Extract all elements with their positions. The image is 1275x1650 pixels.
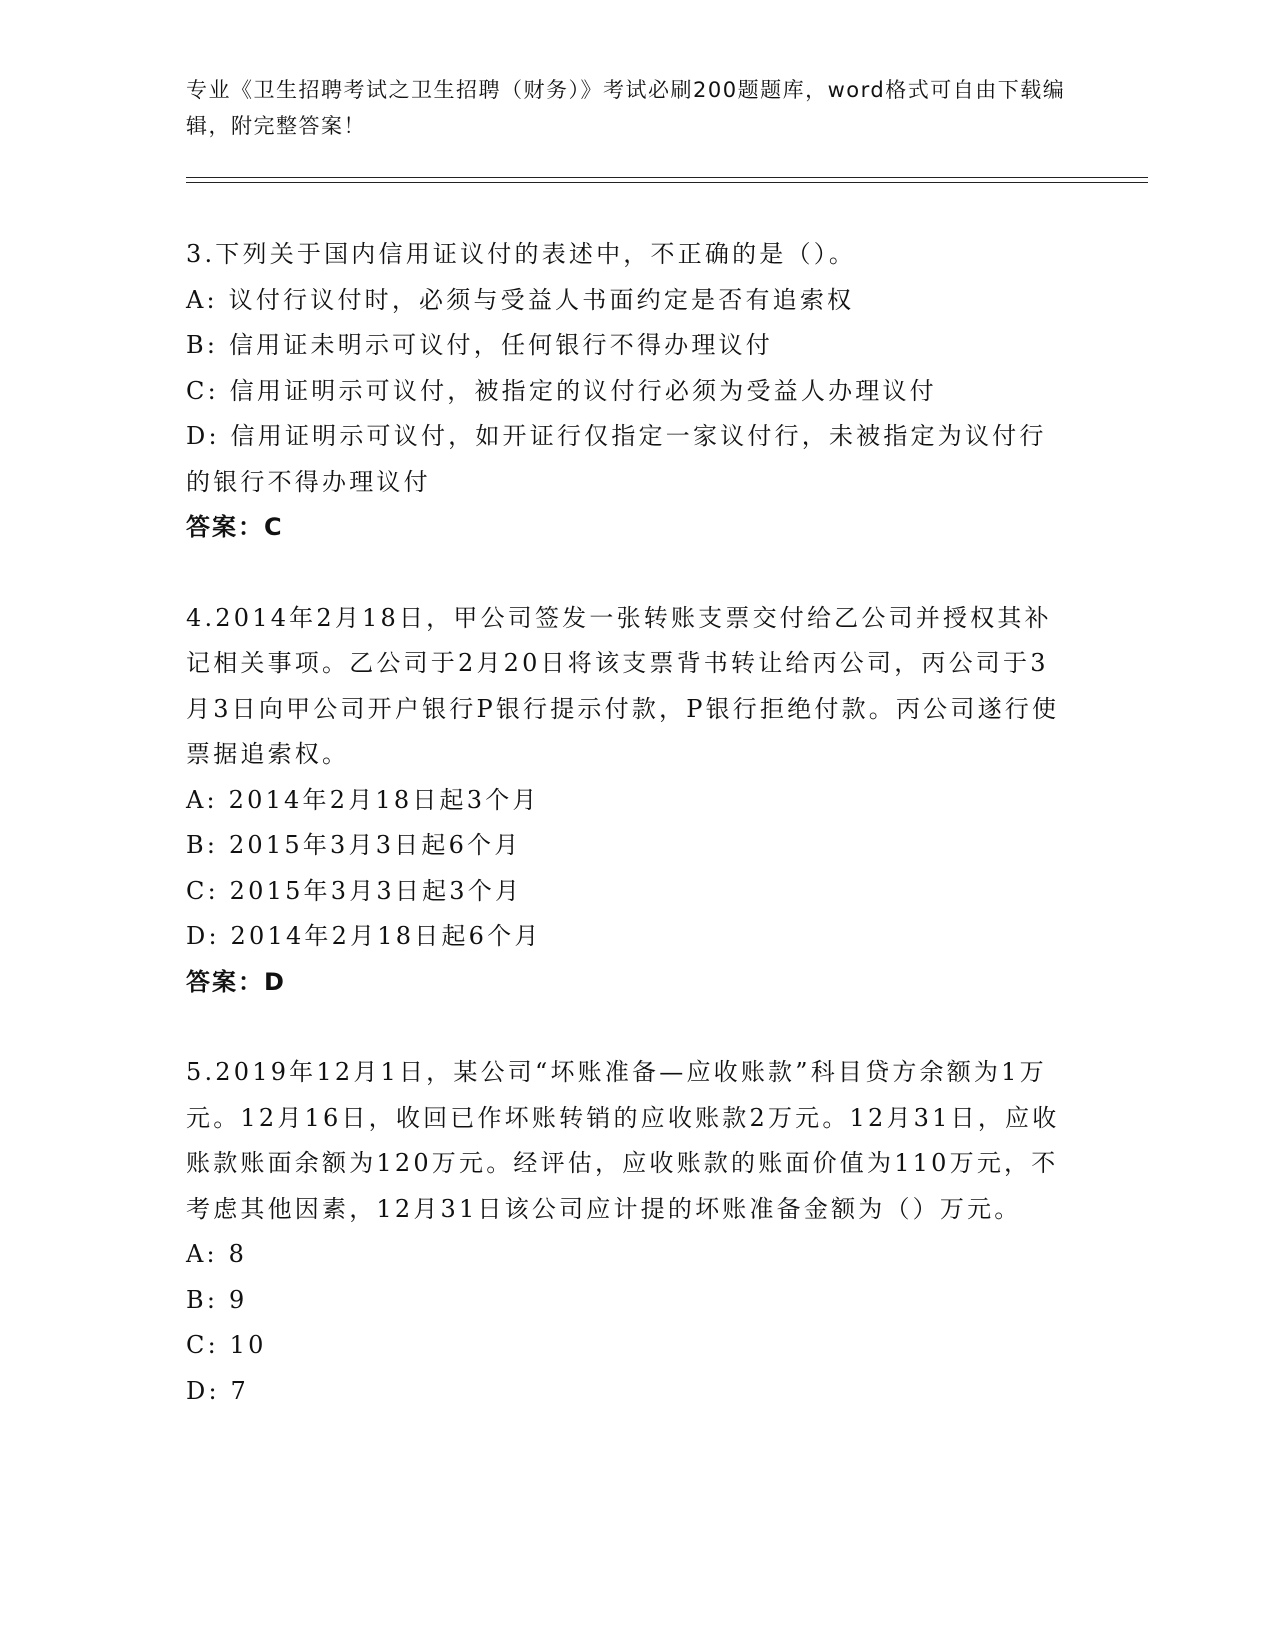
option-d: D: 7 — [186, 1376, 250, 1405]
question-5 — [186, 1050, 1071, 1414]
question-3 — [186, 232, 1071, 551]
option-b: B: 信用证未明示可议付，任何银行不得办理议付 — [186, 331, 773, 359]
question-stem: 3.下列关于国内信用证议付的表述中，不正确的是（）。 — [186, 240, 857, 268]
option-d: D: 信用证明示可议付，如开证行仅指定一家议付行，未被指定为议付行的银行不得办理议付 — [186, 422, 1047, 496]
answer: 答案：D — [186, 967, 286, 996]
question-stem: 4.2014年2月18日，甲公司签发一张转账支票交付给乙公司并授权其补记相关事项。乙公司于2月20日将该支票背书转让给丙公司，丙公司于3月3日向甲公司开户银行P银行提示付款，P银行拒绝付款。丙公司遂行使票据追索权。 — [186, 603, 1060, 768]
option-d: D: 2014年2月18日起6个月 — [186, 922, 542, 950]
document-header: 专业《卫生招聘考试之卫生招聘（财务）》考试必刷200题题库，word格式可自由下载编辑，附完整答案！ — [186, 78, 1066, 138]
option-a: A: 8 — [186, 1240, 248, 1268]
option-c: C: 信用证明示可议付，被指定的议付行必须为受益人办理议付 — [186, 376, 937, 405]
header-divider-bottom — [186, 182, 1148, 183]
option-c: C: 10 — [186, 1331, 267, 1359]
option-c: C: 2015年3月3日起3个月 — [186, 876, 523, 905]
header-divider-top — [186, 177, 1148, 178]
question-list — [186, 232, 1071, 1459]
question-4 — [186, 596, 1071, 1006]
option-b: B: 9 — [186, 1285, 248, 1314]
question-stem: 5.2019年12月1日，某公司“坏账准备—应收账款”科目贷方余额为1万元。12月16日，收回已作坏账转销的应收账款2万元。12月31日，应收账款账面余额为120万元。经评估，应收账款的账面价值为110万元，不考虑其他因素，12月31日该公司应计提的坏账准备金额为（）万元。 — [186, 1058, 1060, 1223]
option-a: A: 2014年2月18日起3个月 — [186, 785, 540, 814]
option-b: B: 2015年3月3日起6个月 — [186, 831, 522, 859]
answer: 答案：C — [186, 513, 284, 541]
option-a: A: 议付行议付时，必须与受益人书面约定是否有追索权 — [186, 285, 855, 314]
